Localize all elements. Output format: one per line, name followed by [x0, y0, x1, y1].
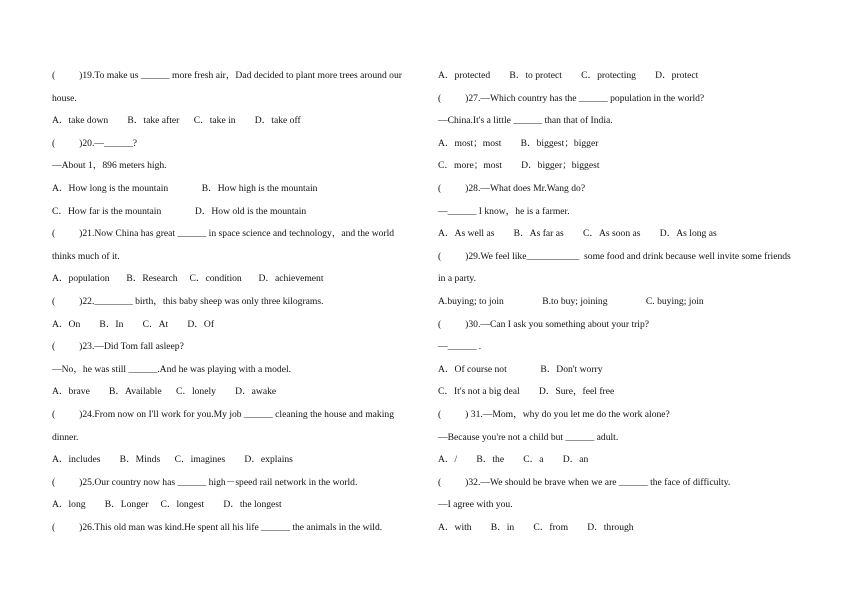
text-line: A．brave B．Available C．lonely D．awake [52, 386, 277, 398]
text-line: ( ) 31.—Mom，why do you let me do the work alone? [438, 408, 670, 420]
text-line: A．Of course not B．Don't worry [438, 363, 603, 375]
text-line: A．/ B．the C．a D．an [438, 454, 589, 466]
text-line: A．population B．Research C．condition D．achievement [52, 273, 324, 285]
text-line: ( )20.—______? [52, 137, 137, 149]
text-line: C．How far is the mountain D．How old is the mountain [52, 205, 307, 217]
text-line: ( )30.—Can I ask you something about your trip? [438, 318, 650, 330]
text-line: A．As well as B．As far as C．As soon as D．As long as [438, 228, 717, 240]
text-line: —______ I know，he is a farmer. [438, 205, 570, 217]
text-line: —I agree with you. [438, 499, 513, 511]
text-line: A．On B．In C．At D．Of [52, 318, 215, 330]
text-line: —Because you're not a child but ______ adult. [438, 431, 619, 443]
text-line: thinks much of it. [52, 250, 120, 262]
text-line: ( )22.________ birth，this baby sheep was only three kilograms. [52, 295, 324, 307]
text-line: ( )27.—Which country has the ______ population in the world? [438, 92, 705, 104]
left-column [52, 68, 424, 542]
text-line: dinner. [52, 431, 79, 443]
text-line: A.buying; to join B.to buy; joining C. buying; join [438, 295, 704, 307]
text-line: house. [52, 92, 77, 104]
text-line: A．long B．Longer C．longest D．the longest [52, 499, 282, 511]
text-line: A．How long is the mountain B．How high is the mountain [52, 182, 318, 194]
text-line: A．protected B．to protect C．protecting D．protect [438, 70, 699, 81]
text-line: ( )26.This old man was kind.He spent all his life ______ the animals in the wild. [52, 521, 383, 533]
right-column [438, 68, 830, 542]
text-line: ( )19.To make us ______ more fresh air，Dad decided to plant more trees around our [52, 70, 402, 81]
text-line: ( )25.Our country now has ______ high－speed rail network in the world. [52, 476, 358, 488]
text-line: —About 1，896 meters high. [52, 160, 167, 172]
text-line: C．It's not a big deal D．Sure，feel free [438, 386, 615, 398]
text-line: A．most；most B．biggest；bigger [438, 137, 599, 149]
text-line: A．take down B．take after C．take in D．take off [52, 115, 301, 127]
text-line: ( )28.—What does Mr.Wang do? [438, 182, 586, 194]
text-line: ( )24.From now on I'll work for you.My job ______ cleaning the house and making [52, 408, 394, 420]
text-line: —______ . [438, 341, 482, 353]
text-line: in a party. [438, 273, 477, 285]
text-line: —No，he was still ______.And he was playing with a model. [52, 363, 292, 375]
text-line: ( )23.—Did Tom fall asleep? [52, 341, 184, 353]
text-line: —China.It's a little ______ than that of India. [438, 115, 613, 127]
text-line: ( )21.Now China has great ______ in space science and technology，and the world [52, 228, 395, 240]
text-line: A．with B．in C．from D．through [438, 521, 634, 533]
text-line: ( )29.We feel like___________ some food and drink because well invite some friends [438, 250, 791, 262]
text-line: A．includes B．Minds C．imagines D．explains [52, 454, 293, 466]
text-line: ( )32.—We should be brave when we are ______ the face of difficulty. [438, 476, 731, 488]
text-line: C．more；most D．bigger；biggest [438, 160, 600, 172]
